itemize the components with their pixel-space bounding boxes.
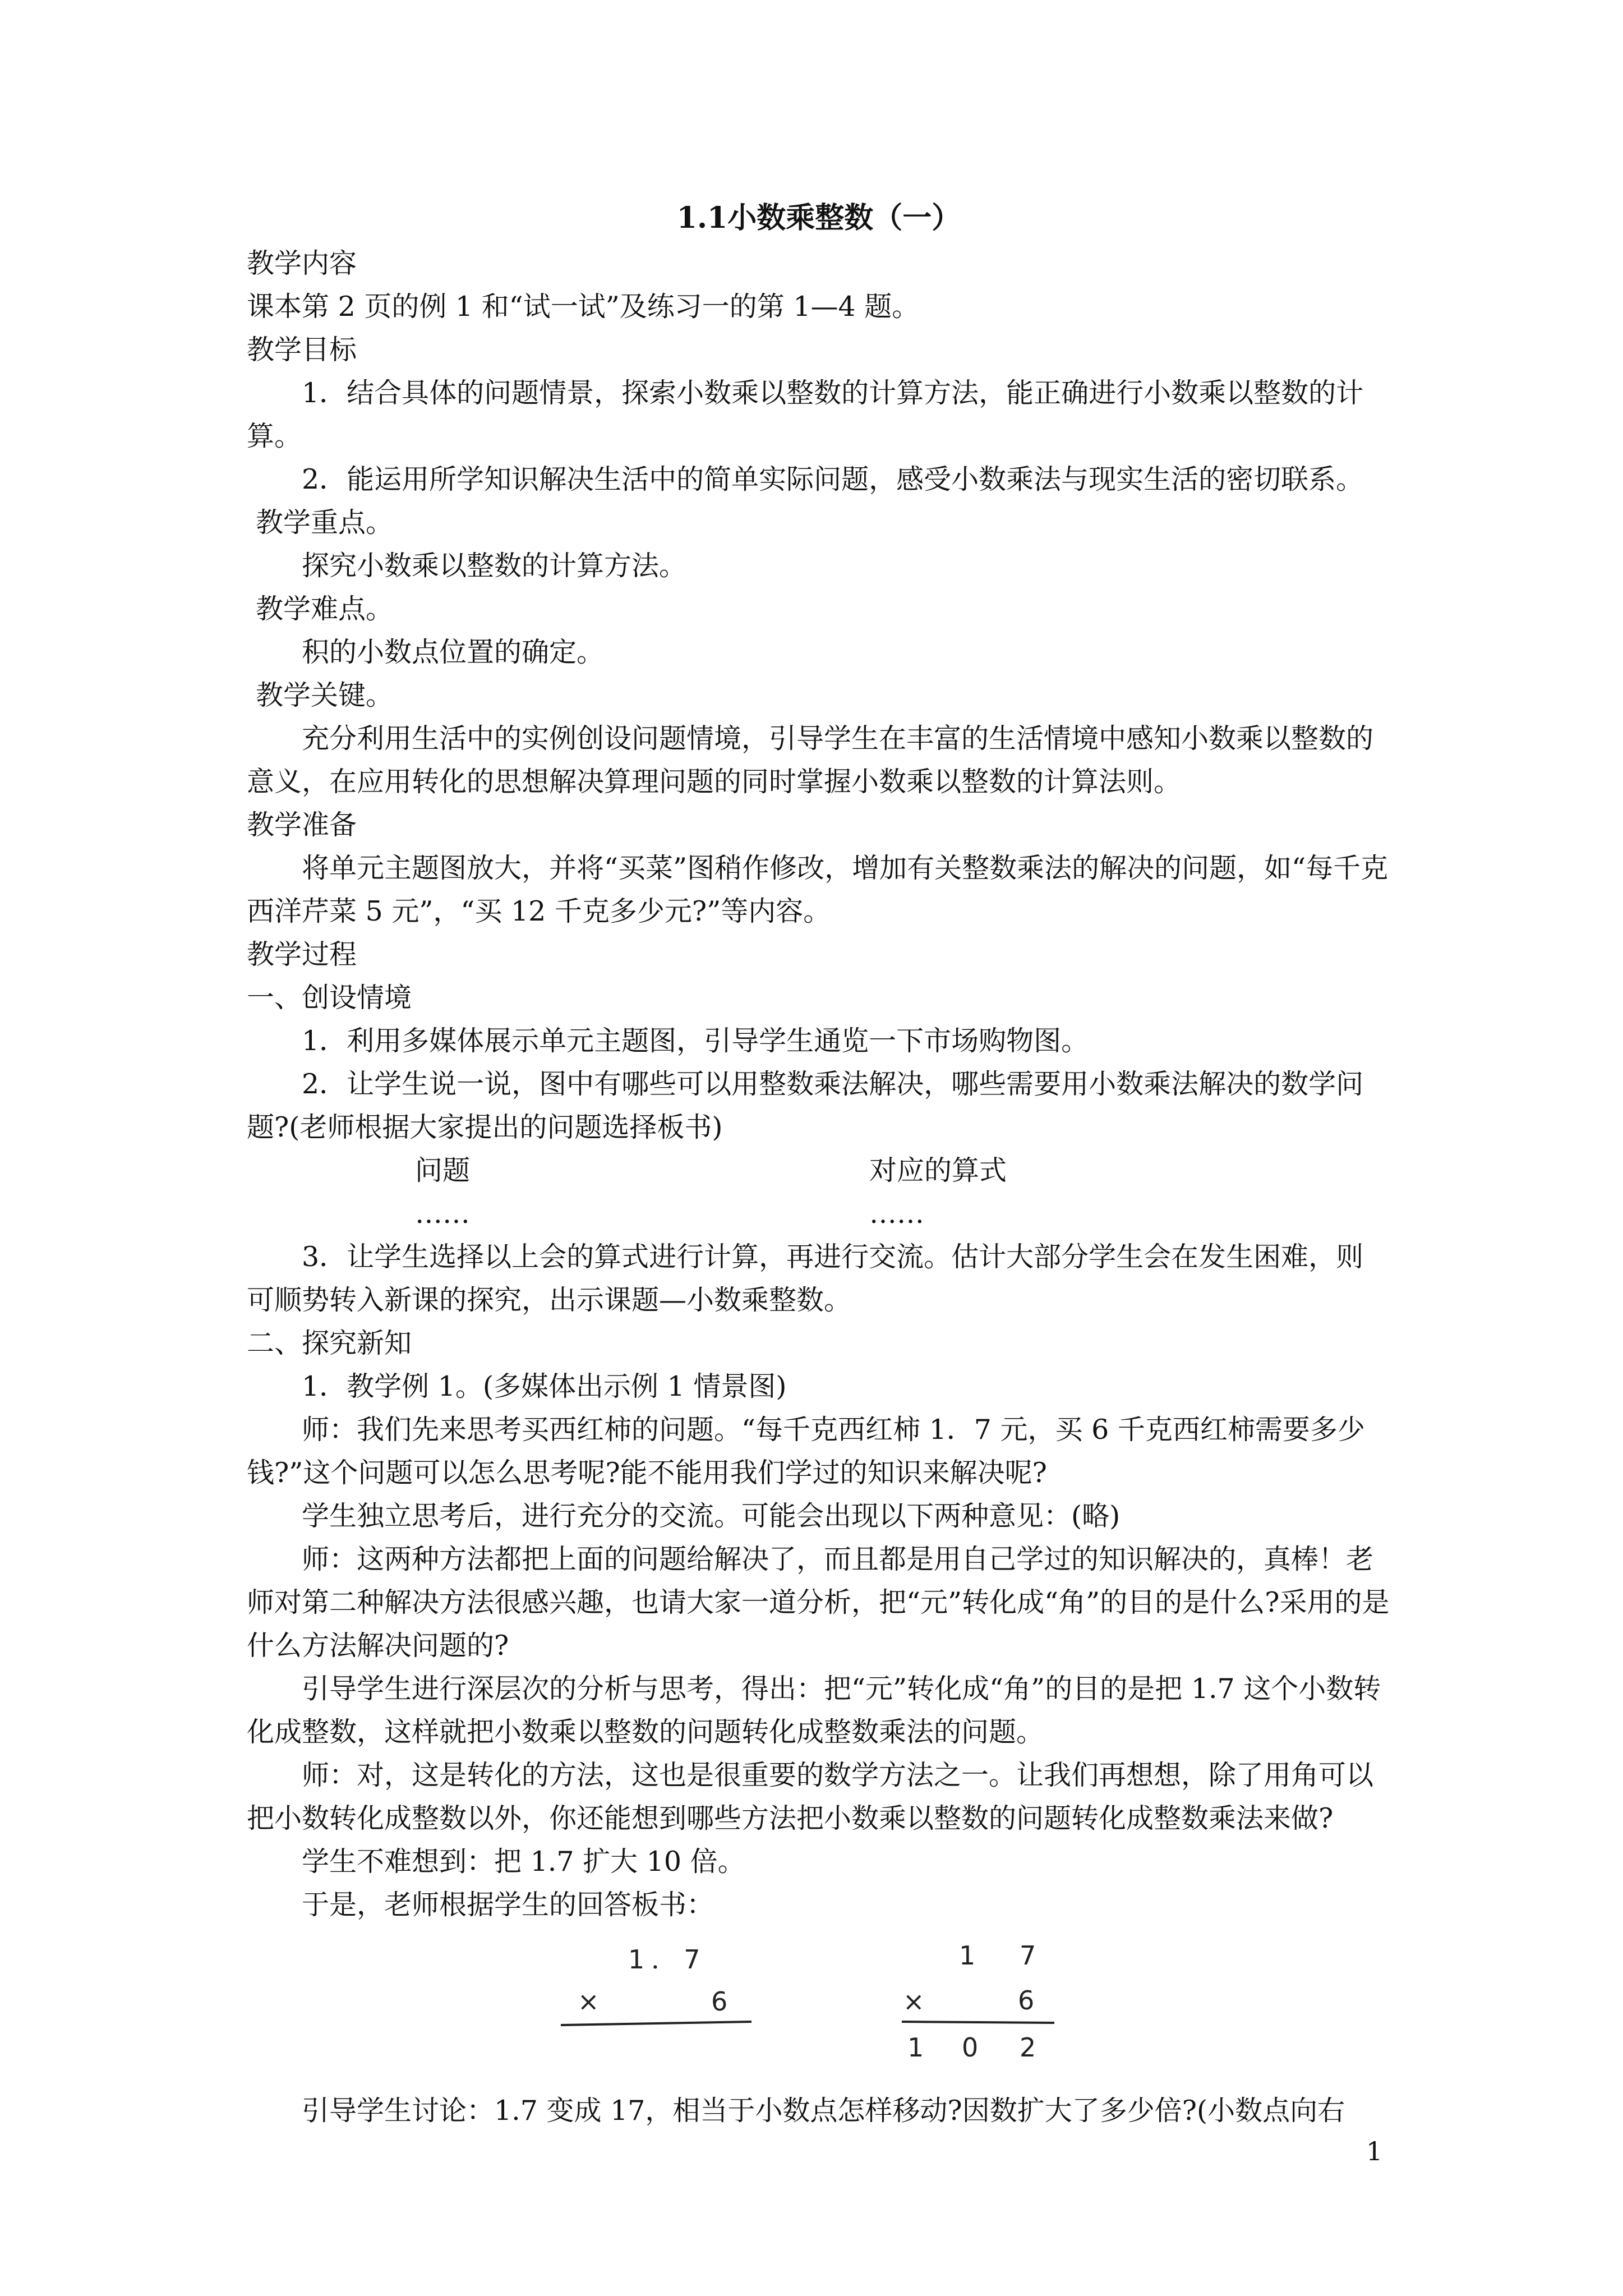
part-1-item-3: 3．让学生选择以上会的算式进行计算，再进行交流。估计大部分学生会在发生困难，则可顺势转入新课的探究，出示课题—小数乘整数。 [247,1241,1364,1316]
teacher-question-2: 师：这两种方法都把上面的问题给解决了，而且都是用自己学过的知识解决的，真棒！老师对第二种解决方法很感兴趣，也请大家一道分析，把“元”转化成“角”的目的是什么?采用的是什么方法解决问题的? [247,1543,1390,1662]
board-table-row [247,1192,1391,1235]
page-number: 1 [1366,2136,1383,2166]
calc-right-digit-1: 1 [959,1940,976,1971]
teacher-question-3: 师：对，这是转化的方法，这也是很重要的数学方法之一。让我们再想想，除了用角可以把小数转化成整数以外，你还能想到哪些方法把小数乘以整数的问题转化成整数乘法来做? [247,1759,1374,1834]
calc-right-product-2: 2 [1020,2032,1036,2063]
heading-content: 教学内容 [247,247,357,279]
calc-right-product-1: 1 [907,2032,924,2063]
calc-left-multiplicand: 1．7 [628,1944,707,1975]
board-table-header [247,1149,1391,1192]
calc-right [902,1940,1054,2063]
calc-right-rule [902,2022,1054,2023]
calc-right-multiplier: 6 [1018,1985,1035,2016]
document-body [247,196,1391,2132]
board-ellipsis-1: …… [415,1198,470,1230]
board-column-formula: 对应的算式 [869,1154,1007,1186]
heading-difficulty: 教学难点。 [256,593,394,625]
heading-part-2: 二、探究新知 [247,1327,412,1359]
heading-process: 教学过程 [247,938,357,970]
heading-key-point: 教学重点。 [256,507,394,539]
calc-left-times-sign: × [578,1986,600,2017]
guidance-1: 引导学生进行深层次的分析与思考，得出：把“元”转化成“角”的目的是把 1.7 这个小数转化成整数，这样就把小数乘以整数的问题转化成整数乘法的问题。 [247,1673,1381,1748]
board-ellipsis-2: …… [869,1198,924,1230]
calc-right-product-0: 0 [962,2032,979,2063]
part-1-item-2: 2．让学生说一说，图中有哪些可以用整数乘法解决，哪些需要用小数乘法解决的数学问题?(老师根据大家提出的问题选择板书) [247,1068,1364,1143]
page-title: 1.1小数乘整数（一） [676,201,961,235]
content-text: 课本第 2 页的例 1 和“试一试”及练习一的第 1—4 题。 [247,291,920,323]
student-response-2: 学生不难想到：把 1.7 扩大 10 倍。 [302,1846,745,1878]
key-point-text: 探究小数乘以整数的计算方法。 [302,550,687,582]
calc-left-rule [561,2022,751,2025]
part-2-item-1: 1．教学例 1。(多媒体出示例 1 情景图) [302,1370,787,1402]
preparation-text: 将单元主题图放大，并将“买菜”图稍作修改，增加有关整数乘法的解决的问题，如“每千克西洋芹菜 5 元”，“买 12 千克多少元?”等内容。 [247,852,1389,927]
calc-left-multiplier: 6 [711,1986,728,2017]
board-column-problem: 问题 [415,1154,471,1186]
goal-1: 1．结合具体的问题情景，探索小数乘以整数的计算方法，能正确进行小数乘以整数的计算。 [247,377,1364,452]
difficulty-text: 积的小数点位置的确定。 [302,636,605,668]
board-intro: 于是，老师根据学生的回答板书： [302,1889,714,1921]
heading-part-1: 一、创设情境 [247,982,412,1014]
crux-text: 充分利用生活中的实例创设问题情境，引导学生在丰富的生活情境中感知小数乘以整数的意义，在应用转化的思想解决算理问题的同时掌握小数乘以整数的计算法则。 [247,723,1374,798]
heading-goals: 教学目标 [247,334,357,366]
calc-left [561,1944,751,2025]
calc-right-times-sign: × [903,1986,925,2017]
heading-crux: 教学关键。 [256,679,394,711]
heading-preparation: 教学准备 [247,809,357,841]
guidance-2: 引导学生讨论：1.7 变成 17，相当于小数点怎样移动?因数扩大了多少倍?(小数点向右 [302,2095,1345,2127]
goal-2: 2．能运用所学知识解决生活中的简单实际问题，感受小数乘法与现实生活的密切联系。 [302,463,1364,495]
board-calculations [247,1932,1391,2078]
calc-right-digit-7: 7 [1020,1940,1036,1971]
part-1-item-1: 1．利用多媒体展示单元主题图，引导学生通览一下市场购物图。 [302,1025,1089,1057]
student-response-1: 学生独立思考后，进行充分的交流。可能会出现以下两种意见：(略) [302,1500,1121,1532]
teacher-question-1: 师：我们先来思考买西红柿的问题。“每千克西红柿 1．7 元，买 6 千克西红柿需要多少钱?”这个问题可以怎么思考呢?能不能用我们学过的知识来解决呢? [247,1414,1365,1489]
vertical-multiplication [247,1932,1391,2078]
